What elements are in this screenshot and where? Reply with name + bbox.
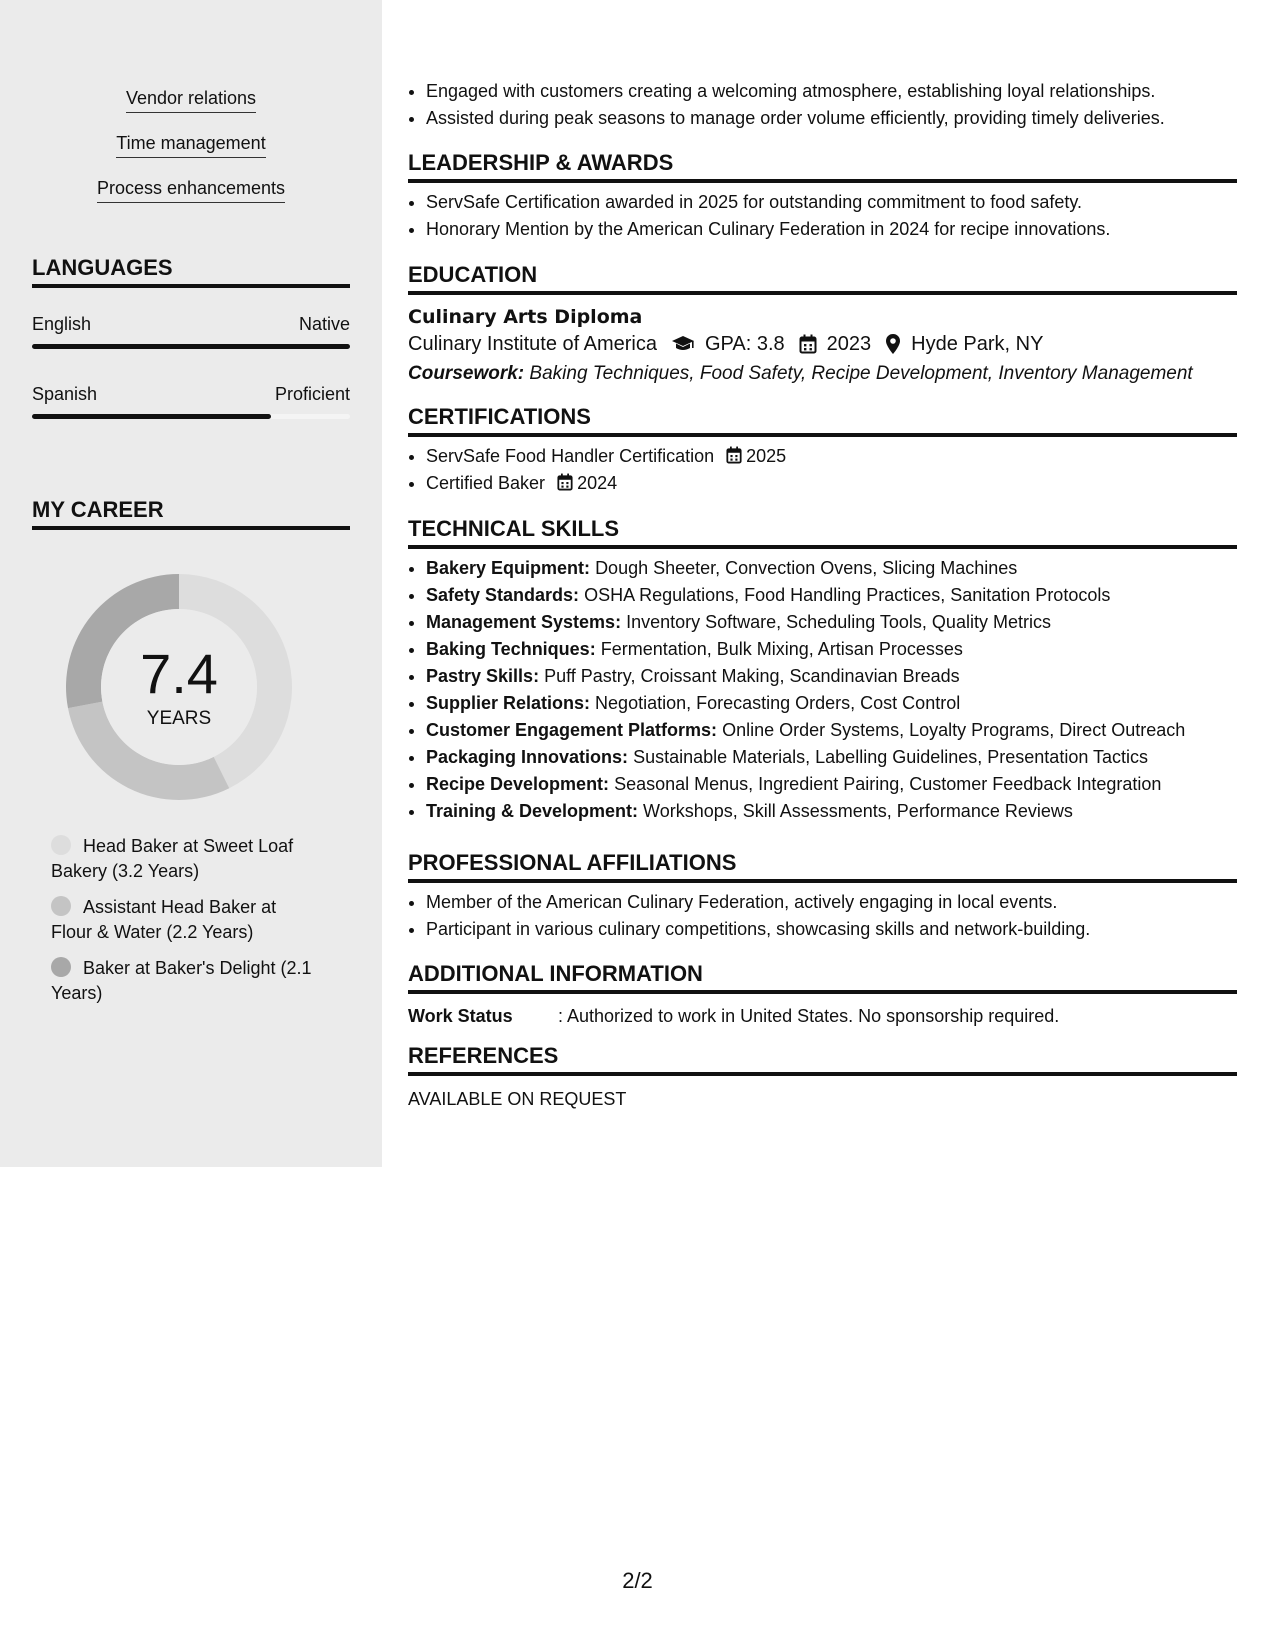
- skill-category: Recipe Development:: [426, 774, 610, 794]
- technical-skill-item: [426, 690, 1237, 717]
- language-level: Proficient: [274, 384, 350, 404]
- legend-dot-icon: [51, 896, 71, 916]
- legend-dot-icon: [51, 835, 71, 855]
- career-legend: [51, 834, 321, 1017]
- skill-category: Customer Engagement Platforms:: [426, 720, 718, 740]
- section-title: REFERENCES: [408, 1043, 1237, 1076]
- technical-skill-item: [426, 717, 1237, 744]
- technical-skill-item: [426, 555, 1237, 582]
- coursework: [408, 359, 1237, 389]
- certification-name: ServSafe Food Handler Certification: [426, 446, 715, 466]
- language-bar: [32, 344, 350, 349]
- career-legend-label: Baker at Baker's Delight (2.1 Years): [51, 958, 312, 1003]
- section-title: ADDITIONAL INFORMATION: [408, 961, 1237, 994]
- skill-values: Negotiation, Forecasting Orders, Cost Control: [595, 693, 961, 713]
- technical-skill-item: [426, 636, 1237, 663]
- additional-info-section: [408, 961, 1237, 1028]
- career-heading: MY CAREER: [32, 497, 350, 530]
- page-number: 2/2: [622, 1568, 653, 1593]
- skill-category: Training & Development:: [426, 801, 639, 821]
- gpa: GPA: 3.8: [705, 333, 785, 355]
- section-title: EDUCATION: [408, 262, 1237, 295]
- language-bar: [32, 414, 350, 419]
- language-spanish: [32, 383, 350, 419]
- career-legend-label: Head Baker at Sweet Loaf Bakery (3.2 Years): [51, 836, 294, 881]
- skill-values: Workshops, Skill Assessments, Performance Reviews: [643, 801, 1073, 821]
- technical-skill-item: [426, 663, 1237, 690]
- languages-heading: LANGUAGES: [32, 255, 350, 288]
- education-details: [408, 329, 1237, 359]
- section-title: LEADERSHIP & AWARDS: [408, 150, 1237, 183]
- career-legend-item: [51, 834, 321, 884]
- language-name: English: [32, 314, 92, 334]
- school-location: Hyde Park, NY: [911, 333, 1044, 355]
- certifications-section: [408, 404, 1237, 497]
- affiliations-section: [408, 850, 1237, 943]
- skill-values: Seasonal Menus, Ingredient Pairing, Customer Feedback Integration: [614, 774, 1162, 794]
- education-section: [408, 262, 1237, 389]
- coursework-label: Coursework:: [408, 363, 525, 384]
- coursework-list: Baking Techniques, Food Safety, Recipe Development, Inventory Management: [529, 363, 1193, 384]
- experience-bullet: • Engaged with customers creating a welcoming atmosphere, establishing loyal relationships.: [426, 78, 1237, 105]
- career-legend-item: [51, 956, 321, 1006]
- skill-values: OSHA Regulations, Food Handling Practices, Sanitation Protocols: [584, 585, 1111, 605]
- section-title: TECHNICAL SKILLS: [408, 516, 1237, 549]
- certification-year: 2025: [746, 446, 787, 466]
- technical-skills-section: [408, 516, 1237, 825]
- calendar-icon: [557, 473, 573, 491]
- references-text: AVAILABLE ON REQUEST: [408, 1089, 627, 1109]
- technical-skill-item: [426, 771, 1237, 798]
- language-bar-fill: [32, 344, 350, 349]
- language-level: Native: [298, 314, 350, 334]
- section-title: CERTIFICATIONS: [408, 404, 1237, 437]
- skill-category: Bakery Equipment:: [426, 558, 591, 578]
- skill-category: Supplier Relations:: [426, 693, 591, 713]
- award-item: • Honorary Mention by the American Culinary Federation in 2024 for recipe innovations.: [426, 216, 1237, 243]
- work-status-label: Work Status: [408, 1006, 513, 1026]
- skills-list: [0, 87, 382, 222]
- calendar-icon: [799, 334, 817, 354]
- graduation-year: 2023: [826, 333, 872, 355]
- technical-skill-item: [426, 744, 1237, 771]
- award-item: • ServSafe Certification awarded in 2025 for outstanding commitment to food safety.: [426, 189, 1237, 216]
- skill-values: Fermentation, Bulk Mixing, Artisan Processes: [600, 639, 963, 659]
- skill-values: Sustainable Materials, Labelling Guidelines, Presentation Tactics: [633, 747, 1149, 767]
- skill-category: Packaging Innovations:: [426, 747, 629, 767]
- calendar-icon: [726, 446, 742, 464]
- certification-item: [426, 443, 1237, 470]
- skill-item: Process enhancements: [97, 177, 285, 203]
- career-total-years: 7.4: [140, 642, 218, 705]
- leadership-section: [408, 150, 1237, 243]
- legend-dot-icon: [51, 957, 71, 977]
- technical-skill-item: [426, 582, 1237, 609]
- language-bar-fill: [32, 414, 271, 419]
- affiliation-item: • Participant in various culinary competitions, showcasing skills and network-building.: [426, 916, 1237, 943]
- certification-item: [426, 470, 1237, 497]
- language-english: [32, 313, 350, 349]
- career-years-label: YEARS: [146, 708, 212, 729]
- experience-continued: [408, 78, 1237, 132]
- technical-skill-item: [426, 609, 1237, 636]
- skill-item: Vendor relations: [126, 87, 256, 113]
- skill-category: Baking Techniques:: [426, 639, 596, 659]
- skill-category: Management Systems:: [426, 612, 622, 632]
- skill-values: Online Order Systems, Loyalty Programs, Direct Outreach: [722, 720, 1186, 740]
- skill-values: Dough Sheeter, Convection Ovens, Slicing Machines: [595, 558, 1018, 578]
- school-name: Culinary Institute of America: [408, 333, 657, 355]
- career-legend-item: [51, 895, 321, 945]
- certification-name: Certified Baker: [426, 473, 546, 493]
- career-legend-label: Assistant Head Baker at Flour & Water (2.2 Years): [51, 897, 277, 942]
- work-status-value: : Authorized to work in United States. No sponsorship required.: [558, 1006, 1060, 1026]
- work-status: [408, 1004, 1237, 1028]
- skill-values: Inventory Software, Scheduling Tools, Quality Metrics: [626, 612, 1051, 632]
- graduation-cap-icon: [671, 335, 695, 353]
- affiliation-item: • Member of the American Culinary Federation, actively engaging in local events.: [426, 889, 1237, 916]
- sidebar: [0, 0, 382, 1167]
- language-name: Spanish: [32, 384, 98, 404]
- map-pin-icon: [885, 333, 901, 355]
- references-section: [408, 1043, 1237, 1111]
- career-donut-chart: [66, 574, 292, 800]
- skill-item: Time management: [116, 132, 265, 158]
- certification-year: 2024: [577, 473, 618, 493]
- skill-category: Pastry Skills:: [426, 666, 540, 686]
- skill-values: Puff Pastry, Croissant Making, Scandinavian Breads: [544, 666, 960, 686]
- experience-bullet: • Assisted during peak seasons to manage order volume efficiently, providing timely deliveries.: [426, 105, 1237, 132]
- skill-category: Safety Standards:: [426, 585, 580, 605]
- section-title: PROFESSIONAL AFFILIATIONS: [408, 850, 1237, 883]
- degree-title: Culinary Arts Diploma: [408, 306, 643, 328]
- technical-skill-item: [426, 798, 1237, 825]
